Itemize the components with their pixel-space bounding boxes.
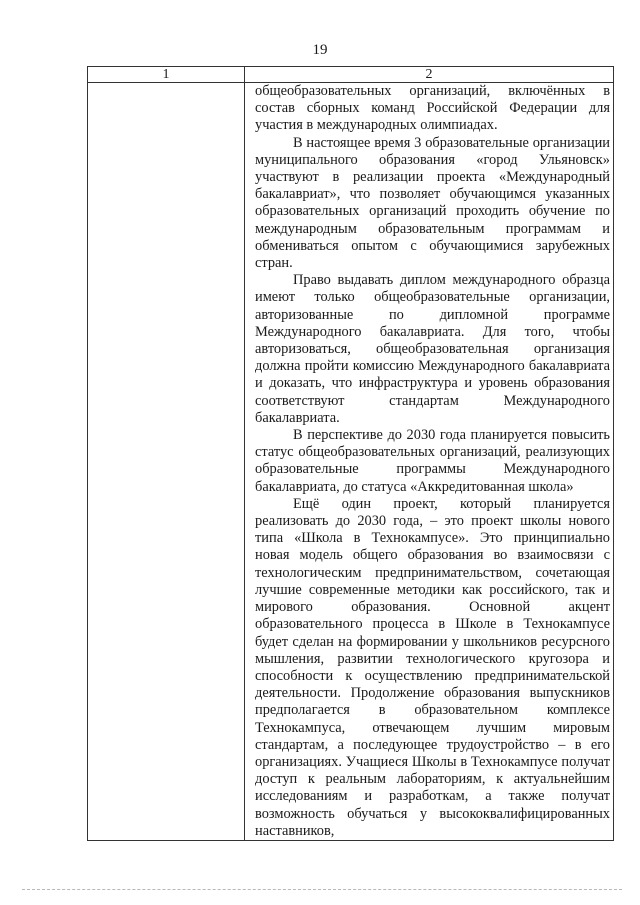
page-number: 19 [312,42,328,58]
paragraph-4: В перспективе до 2030 года планируется повысить статус общеобразовательных организаций, реализующих образовательные программы Международного бакалавриата, до статуса «Аккредитованная школа» [255,427,610,495]
paragraph-2: В настоящее время 3 образовательные организации муниципального образования «город Ульяновск» участвуют в реализации проекта «Международный бакалавриат», что позволяет обучающимся указанных образовательных организаций проходить обучение по международным образовательным программам и обмениваться опытом с обучающимися зарубежных стран. [255,134,610,272]
column-header-1: 1 [88,67,245,83]
table-header-row [88,67,614,83]
column-header-2: 2 [245,67,614,83]
paragraph-5: Ещё один проект, который планируется реализовать до 2030 года, – это проект школы нового типа «Школа в Технокампусе». Это принципиально новая модель общего образования во взаимосвязи с технологическим предпринимательством, сочетающая лучшие современные методики как российского, так и мирового образования. Основной акцент образовательного процесса в Школе в Технокампусе будет сделан на формировании у школьников ресурсного мышления, развитии технологического кругозора и способности к осуществлению предпринимательской деятельности. Продолжение образования выпускников предполагается в образовательном комплексе Технокампуса, отвечающем лучшим мировым стандартам, а последующее трудоустройство – в его организациях. Учащиеся Школы в Технокампусе получат доступ к реальным лабораториям, к актуальнейшим исследованиям и разработкам, а также получат возможность обучаться у высококвалифицированных наставников, [255,495,610,839]
paragraph-1: общеобразовательных организаций, включённых в состав сборных команд Российской Федерации для участия в международных олимпиадах. [255,83,610,134]
scan-edge-line [22,889,622,890]
paragraph-3: Право выдавать диплом международного образца имеют только общеобразовательные организации, авторизованные по дипломной программе Международного бакалавриата. Для того, чтобы авторизоваться, общеобразовательная организация должна пройти комиссию Международного бакалавриата и доказать, что инфраструктура и уровень образования соответствуют стандартам Международного бакалавриата. [255,272,610,426]
column-1-cell [88,83,245,841]
column-2-cell [245,83,614,841]
document-table [87,66,614,841]
table-row [88,83,614,841]
